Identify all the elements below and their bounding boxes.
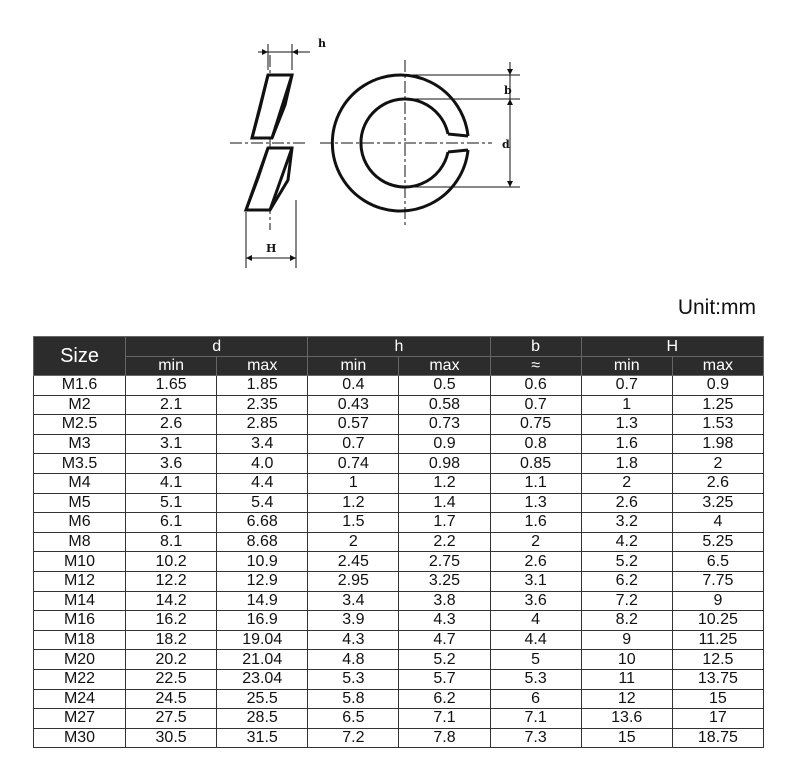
value-cell: 1.4: [399, 493, 490, 513]
value-cell: 4.3: [308, 630, 399, 650]
value-cell: 5.2: [581, 552, 672, 572]
table-row: [34, 493, 764, 513]
value-cell: 5.3: [490, 669, 581, 689]
value-cell: 7.3: [490, 728, 581, 748]
value-cell: 0.74: [308, 454, 399, 474]
value-cell: 6.68: [217, 513, 308, 533]
subheader-H-max: max: [672, 357, 763, 376]
value-cell: 3.1: [126, 434, 217, 454]
value-cell: 2.95: [308, 571, 399, 591]
value-cell: 22.5: [126, 669, 217, 689]
value-cell: 5.4: [217, 493, 308, 513]
size-cell: M14: [34, 591, 126, 611]
value-cell: 3.6: [126, 454, 217, 474]
value-cell: 7.1: [399, 709, 490, 729]
value-cell: 30.5: [126, 728, 217, 748]
value-cell: 2.6: [672, 473, 763, 493]
value-cell: 5.3: [308, 669, 399, 689]
value-cell: 4.1: [126, 473, 217, 493]
value-cell: 0.9: [672, 376, 763, 396]
size-cell: M18: [34, 630, 126, 650]
size-cell: M2: [34, 395, 126, 415]
value-cell: 6.5: [672, 552, 763, 572]
value-cell: 12.9: [217, 571, 308, 591]
spec-table-body: [34, 376, 764, 748]
value-cell: 15: [672, 689, 763, 709]
value-cell: 16.2: [126, 611, 217, 631]
header-row: [34, 337, 764, 357]
value-cell: 1.7: [399, 513, 490, 533]
value-cell: 1.6: [581, 434, 672, 454]
value-cell: 10.2: [126, 552, 217, 572]
group-header-d: d: [126, 337, 308, 357]
value-cell: 0.85: [490, 454, 581, 474]
value-cell: 3.9: [308, 611, 399, 631]
value-cell: 5.8: [308, 689, 399, 709]
value-cell: 7.8: [399, 728, 490, 748]
table-row: [34, 591, 764, 611]
label-b: b: [504, 84, 512, 97]
subheader-h-min: min: [308, 357, 399, 376]
value-cell: 4.4: [217, 473, 308, 493]
size-cell: M27: [34, 709, 126, 729]
subheader-b-approx: ≈: [490, 357, 581, 376]
size-cell: M24: [34, 689, 126, 709]
value-cell: 1.1: [490, 473, 581, 493]
table-row: [34, 552, 764, 572]
value-cell: 14.2: [126, 591, 217, 611]
table-row: [34, 630, 764, 650]
table-row: [34, 395, 764, 415]
front-view: [320, 60, 520, 226]
value-cell: 2: [308, 532, 399, 552]
side-view: [230, 44, 310, 268]
table-row: [34, 571, 764, 591]
value-cell: 13.75: [672, 669, 763, 689]
value-cell: 11.25: [672, 630, 763, 650]
table-row: [34, 669, 764, 689]
group-header-h: h: [308, 337, 490, 357]
value-cell: 5.1: [126, 493, 217, 513]
subheader-H-min: min: [581, 357, 672, 376]
value-cell: 5: [490, 650, 581, 670]
value-cell: 1.2: [308, 493, 399, 513]
value-cell: 17: [672, 709, 763, 729]
value-cell: 21.04: [217, 650, 308, 670]
table-row: [34, 513, 764, 533]
value-cell: 31.5: [217, 728, 308, 748]
table-row: [34, 532, 764, 552]
value-cell: 23.04: [217, 669, 308, 689]
value-cell: 0.98: [399, 454, 490, 474]
value-cell: 2.35: [217, 395, 308, 415]
value-cell: 6.2: [581, 571, 672, 591]
label-d: d: [502, 138, 510, 151]
label-h: h: [318, 37, 326, 50]
unit-label: Unit:mm: [677, 296, 756, 319]
value-cell: 2.6: [490, 552, 581, 572]
value-cell: 5.7: [399, 669, 490, 689]
value-cell: 4.2: [581, 532, 672, 552]
label-H: H: [266, 242, 277, 255]
value-cell: 2.2: [399, 532, 490, 552]
value-cell: 18.75: [672, 728, 763, 748]
value-cell: 3.4: [217, 434, 308, 454]
value-cell: 4: [672, 513, 763, 533]
value-cell: 1: [308, 473, 399, 493]
value-cell: 7.1: [490, 709, 581, 729]
value-cell: 3.4: [308, 591, 399, 611]
value-cell: 9: [672, 591, 763, 611]
value-cell: 1.25: [672, 395, 763, 415]
subheader-d-max: max: [217, 357, 308, 376]
value-cell: 10.25: [672, 611, 763, 631]
value-cell: 6.5: [308, 709, 399, 729]
value-cell: 2: [490, 532, 581, 552]
value-cell: 1.65: [126, 376, 217, 396]
table-row: [34, 728, 764, 748]
value-cell: 3.2: [581, 513, 672, 533]
size-cell: M22: [34, 669, 126, 689]
table-row: [34, 434, 764, 454]
value-cell: 2: [581, 473, 672, 493]
value-cell: 5.2: [399, 650, 490, 670]
value-cell: 13.6: [581, 709, 672, 729]
value-cell: 7.2: [308, 728, 399, 748]
value-cell: 0.43: [308, 395, 399, 415]
value-cell: 0.8: [490, 434, 581, 454]
value-cell: 10.9: [217, 552, 308, 572]
size-cell: M1.6: [34, 376, 126, 396]
value-cell: 12.5: [672, 650, 763, 670]
value-cell: 4.0: [217, 454, 308, 474]
value-cell: 4.8: [308, 650, 399, 670]
value-cell: 3.25: [672, 493, 763, 513]
spec-table: [33, 336, 764, 748]
value-cell: 2.85: [217, 415, 308, 435]
table-row: [34, 689, 764, 709]
value-cell: 9: [581, 630, 672, 650]
value-cell: 24.5: [126, 689, 217, 709]
size-cell: M10: [34, 552, 126, 572]
size-cell: M30: [34, 728, 126, 748]
value-cell: 12: [581, 689, 672, 709]
value-cell: 28.5: [217, 709, 308, 729]
size-header: Size: [34, 337, 126, 376]
value-cell: 1.98: [672, 434, 763, 454]
value-cell: 27.5: [126, 709, 217, 729]
value-cell: 0.7: [308, 434, 399, 454]
value-cell: 18.2: [126, 630, 217, 650]
value-cell: 7.75: [672, 571, 763, 591]
value-cell: 4.4: [490, 630, 581, 650]
value-cell: 8.68: [217, 532, 308, 552]
value-cell: 0.6: [490, 376, 581, 396]
size-cell: M3: [34, 434, 126, 454]
value-cell: 0.75: [490, 415, 581, 435]
value-cell: 0.57: [308, 415, 399, 435]
value-cell: 3.25: [399, 571, 490, 591]
size-cell: M12: [34, 571, 126, 591]
value-cell: 1.85: [217, 376, 308, 396]
value-cell: 4.3: [399, 611, 490, 631]
size-cell: M5: [34, 493, 126, 513]
subheader-h-max: max: [399, 357, 490, 376]
value-cell: 2.45: [308, 552, 399, 572]
group-header-H: H: [581, 337, 763, 357]
value-cell: 4: [490, 611, 581, 631]
value-cell: 8.2: [581, 611, 672, 631]
value-cell: 20.2: [126, 650, 217, 670]
value-cell: 14.9: [217, 591, 308, 611]
value-cell: 6.1: [126, 513, 217, 533]
value-cell: 6.2: [399, 689, 490, 709]
value-cell: 1.2: [399, 473, 490, 493]
size-cell: M6: [34, 513, 126, 533]
value-cell: 2: [672, 454, 763, 474]
subheader-row: [34, 357, 764, 376]
value-cell: 1.3: [490, 493, 581, 513]
value-cell: 3.8: [399, 591, 490, 611]
size-cell: M2.5: [34, 415, 126, 435]
value-cell: 4.7: [399, 630, 490, 650]
value-cell: 0.7: [490, 395, 581, 415]
value-cell: 15: [581, 728, 672, 748]
size-cell: M3.5: [34, 454, 126, 474]
value-cell: 3.6: [490, 591, 581, 611]
value-cell: 0.58: [399, 395, 490, 415]
table-row: [34, 611, 764, 631]
value-cell: 0.9: [399, 434, 490, 454]
value-cell: 2.6: [581, 493, 672, 513]
value-cell: 6: [490, 689, 581, 709]
spring-washer-drawing: [0, 0, 790, 300]
value-cell: 2.6: [126, 415, 217, 435]
value-cell: 12.2: [126, 571, 217, 591]
value-cell: 5.25: [672, 532, 763, 552]
size-cell: M20: [34, 650, 126, 670]
value-cell: 2.1: [126, 395, 217, 415]
value-cell: 1.6: [490, 513, 581, 533]
size-cell: M16: [34, 611, 126, 631]
value-cell: 10: [581, 650, 672, 670]
value-cell: 0.4: [308, 376, 399, 396]
value-cell: 19.04: [217, 630, 308, 650]
table-row: [34, 473, 764, 493]
value-cell: 11: [581, 669, 672, 689]
value-cell: 0.7: [581, 376, 672, 396]
subheader-d-min: min: [126, 357, 217, 376]
value-cell: 8.1: [126, 532, 217, 552]
table-row: [34, 415, 764, 435]
value-cell: 1: [581, 395, 672, 415]
value-cell: 3.1: [490, 571, 581, 591]
size-cell: M8: [34, 532, 126, 552]
value-cell: 7.2: [581, 591, 672, 611]
table-row: [34, 376, 764, 396]
value-cell: 16.9: [217, 611, 308, 631]
size-cell: M4: [34, 473, 126, 493]
table-row: [34, 454, 764, 474]
value-cell: 25.5: [217, 689, 308, 709]
group-header-b: b: [490, 337, 581, 357]
value-cell: 0.73: [399, 415, 490, 435]
table-row: [34, 650, 764, 670]
value-cell: 1.5: [308, 513, 399, 533]
value-cell: 2.75: [399, 552, 490, 572]
value-cell: 1.8: [581, 454, 672, 474]
value-cell: 1.3: [581, 415, 672, 435]
table-row: [34, 709, 764, 729]
value-cell: 0.5: [399, 376, 490, 396]
value-cell: 1.53: [672, 415, 763, 435]
